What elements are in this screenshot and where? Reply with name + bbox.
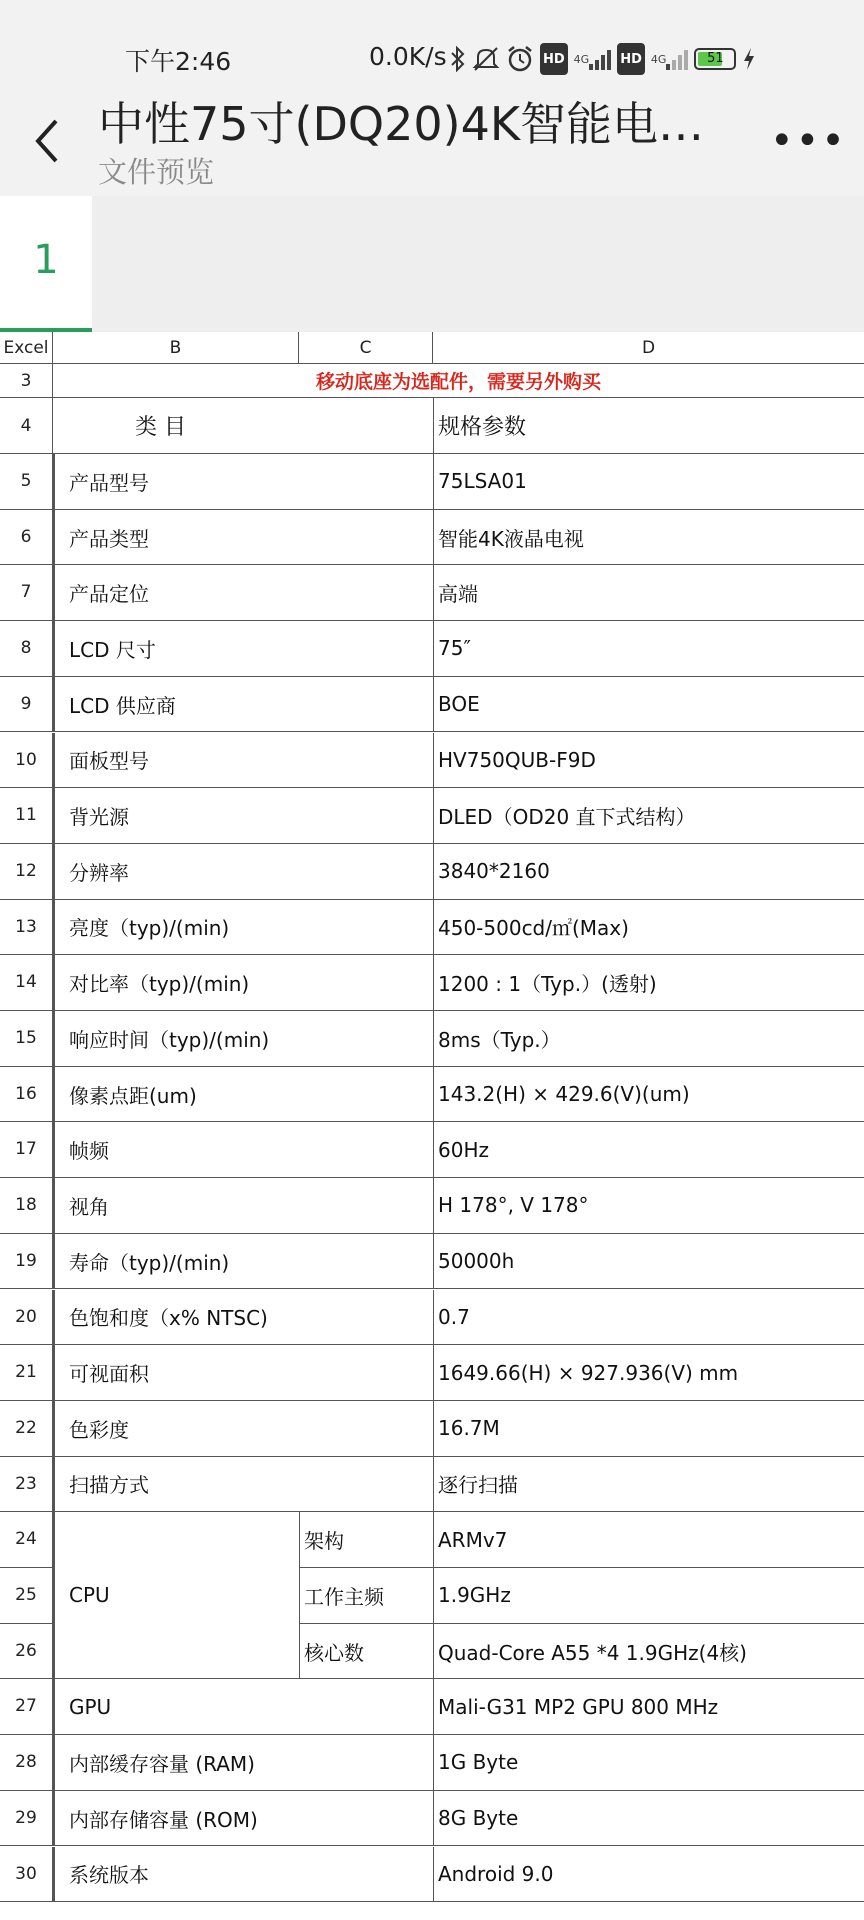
- value-cell[interactable]: 60Hz: [433, 1122, 864, 1178]
- row-number: 13: [0, 900, 53, 956]
- column-header-d[interactable]: D: [433, 332, 864, 364]
- category-header-cell[interactable]: 类 目: [53, 398, 433, 454]
- label-cell[interactable]: 内部存储容量 (ROM): [53, 1791, 433, 1847]
- value-cell[interactable]: 8G Byte: [433, 1791, 864, 1847]
- value-cell[interactable]: 1200 : 1（Typ.）(透射): [433, 955, 864, 1011]
- network-type-label-2: 4G: [650, 52, 667, 66]
- value-cell[interactable]: 75″: [433, 621, 864, 677]
- label-cell[interactable]: 像素点距(um): [53, 1067, 433, 1123]
- cpu-sub-label-cell[interactable]: 架构: [299, 1512, 433, 1568]
- row-number: 23: [0, 1457, 53, 1513]
- row-number: 21: [0, 1345, 53, 1401]
- label-cell[interactable]: 帧频: [53, 1122, 433, 1178]
- value-cell[interactable]: DLED（OD20 直下式结构）: [433, 788, 864, 844]
- value-cell[interactable]: 50000h: [433, 1234, 864, 1290]
- hd-icon: HD: [540, 43, 568, 75]
- value-cell[interactable]: 75LSA01: [433, 454, 864, 510]
- value-cell[interactable]: H 178°, V 178°: [433, 1178, 864, 1234]
- label-cell[interactable]: LCD 尺寸: [53, 621, 433, 677]
- label-cell[interactable]: 色彩度: [53, 1401, 433, 1457]
- value-cell[interactable]: Android 9.0: [433, 1847, 864, 1903]
- hd-icon-2: HD: [617, 43, 645, 75]
- back-arrow-icon[interactable]: [30, 115, 66, 167]
- value-cell[interactable]: 高端: [433, 565, 864, 621]
- value-cell[interactable]: 0.7: [433, 1290, 864, 1346]
- sheet-tab-1[interactable]: 1: [0, 196, 92, 333]
- row-number: 11: [0, 788, 53, 844]
- mute-icon: [472, 45, 500, 73]
- row-number: 5: [0, 454, 53, 510]
- charging-icon: [742, 45, 756, 73]
- label-cell[interactable]: 色饱和度（x% NTSC): [53, 1290, 433, 1346]
- value-cell[interactable]: 1G Byte: [433, 1735, 864, 1791]
- label-cell[interactable]: 面板型号: [53, 733, 433, 789]
- row-number: 10: [0, 733, 53, 789]
- row-number: 22: [0, 1401, 53, 1457]
- row-number: 29: [0, 1791, 53, 1847]
- cpu-sub-label-cell[interactable]: 核心数: [299, 1624, 433, 1680]
- label-cell[interactable]: 响应时间（typ)/(min): [53, 1011, 433, 1067]
- value-cell[interactable]: 逐行扫描: [433, 1457, 864, 1513]
- status-network-speed: 0.0K/s: [369, 42, 447, 71]
- cpu-label-cell[interactable]: CPU: [53, 1512, 299, 1679]
- label-cell[interactable]: 产品定位: [53, 565, 433, 621]
- network-type-label: 4G: [573, 52, 590, 66]
- status-time: 下午2:46: [125, 47, 232, 76]
- column-header-b[interactable]: B: [53, 332, 299, 364]
- row-number: 27: [0, 1679, 53, 1735]
- corner-header: Excel: [0, 332, 53, 364]
- row-number: 19: [0, 1234, 53, 1290]
- label-cell[interactable]: 寿命（typ)/(min): [53, 1234, 433, 1290]
- label-cell[interactable]: 产品型号: [53, 454, 433, 510]
- app-header: [0, 0, 864, 196]
- label-cell[interactable]: GPU: [53, 1679, 433, 1735]
- row-number: 25: [0, 1568, 53, 1624]
- row-number: 16: [0, 1067, 53, 1123]
- label-cell[interactable]: 内部缓存容量 (RAM): [53, 1735, 433, 1791]
- row-number: 18: [0, 1178, 53, 1234]
- row-number: 20: [0, 1290, 53, 1346]
- signal-4g-icon: [574, 45, 612, 73]
- cpu-sub-label-cell[interactable]: 工作主频: [299, 1568, 433, 1624]
- value-cell[interactable]: Quad-Core A55 *4 1.9GHz(4核): [433, 1624, 864, 1680]
- row-number: 4: [0, 398, 53, 454]
- signal-4g-icon-2: [651, 45, 689, 73]
- value-cell[interactable]: 16.7M: [433, 1401, 864, 1457]
- row-number: 24: [0, 1512, 53, 1568]
- document-title: 中性75寸(DQ20)4K智能电…: [98, 97, 705, 151]
- label-cell[interactable]: 背光源: [53, 788, 433, 844]
- row-number: 3: [0, 364, 53, 398]
- label-cell[interactable]: 视角: [53, 1178, 433, 1234]
- value-cell[interactable]: HV750QUB-F9D: [433, 733, 864, 789]
- label-cell[interactable]: 产品类型: [53, 510, 433, 566]
- battery-level: 51: [707, 51, 724, 66]
- value-cell[interactable]: Mali-G31 MP2 GPU 800 MHz: [433, 1679, 864, 1735]
- value-cell[interactable]: 450-500cd/㎡(Max): [433, 900, 864, 956]
- label-cell[interactable]: 对比率（typ)/(min): [53, 955, 433, 1011]
- row-number: 15: [0, 1011, 53, 1067]
- value-cell[interactable]: 智能4K液晶电视: [433, 510, 864, 566]
- row-number: 12: [0, 844, 53, 900]
- alarm-icon: [506, 45, 534, 73]
- more-options-icon[interactable]: •••: [770, 118, 847, 164]
- status-icons: [450, 44, 756, 74]
- row-number: 6: [0, 510, 53, 566]
- document-subtitle: 文件预览: [98, 155, 215, 189]
- row-number: 8: [0, 621, 53, 677]
- battery-icon: [694, 45, 736, 73]
- value-cell[interactable]: BOE: [433, 677, 864, 733]
- row-number: 26: [0, 1624, 53, 1680]
- bluetooth-icon: [450, 45, 466, 73]
- row-number: 30: [0, 1847, 53, 1903]
- row-number: 7: [0, 565, 53, 621]
- value-cell[interactable]: 1649.66(H) × 927.936(V) mm: [433, 1345, 864, 1401]
- row-number: 28: [0, 1735, 53, 1791]
- label-cell[interactable]: 可视面积: [53, 1345, 433, 1401]
- row-number: 9: [0, 677, 53, 733]
- column-header-c[interactable]: C: [299, 332, 433, 364]
- value-cell[interactable]: 3840*2160: [433, 844, 864, 900]
- row-number: 14: [0, 955, 53, 1011]
- sheet-tab-bar: [0, 196, 864, 332]
- value-cell[interactable]: 143.2(H) × 429.6(V)(um): [433, 1067, 864, 1123]
- value-cell[interactable]: 1.9GHz: [433, 1568, 864, 1624]
- spec-header-cell[interactable]: 规格参数: [433, 398, 864, 454]
- label-cell[interactable]: 亮度（typ)/(min): [53, 900, 433, 956]
- notice-cell[interactable]: 移动底座为选配件，需要另外购买: [53, 364, 864, 398]
- label-cell[interactable]: 系统版本: [53, 1847, 433, 1903]
- row-number: 17: [0, 1122, 53, 1178]
- value-cell[interactable]: 8ms（Typ.）: [433, 1011, 864, 1067]
- label-cell[interactable]: 分辨率: [53, 844, 433, 900]
- label-cell[interactable]: 扫描方式: [53, 1457, 433, 1513]
- value-cell[interactable]: ARMv7: [433, 1512, 864, 1568]
- label-cell[interactable]: LCD 供应商: [53, 677, 433, 733]
